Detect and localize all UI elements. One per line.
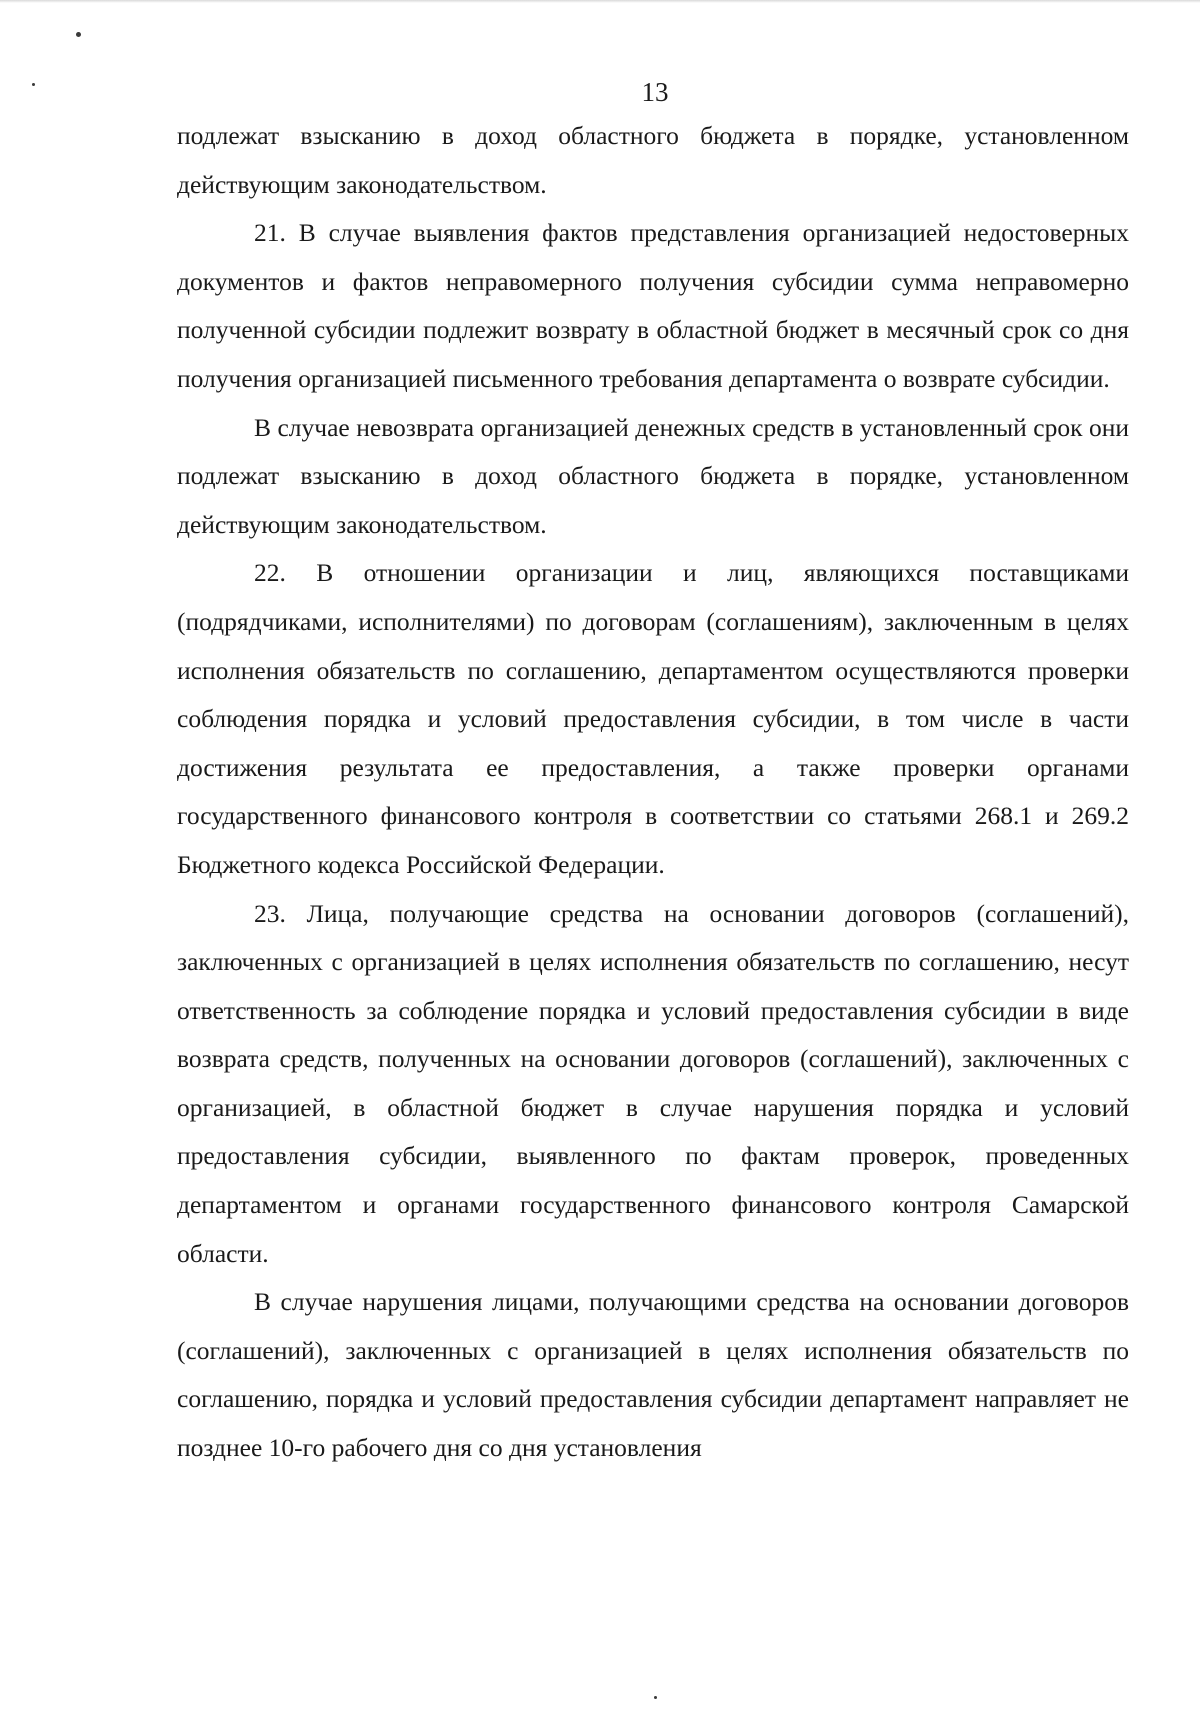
paragraph-continuation: подлежат взысканию в доход областного бюджета в порядке, установленном действующим законодательством. <box>177 121 1129 199</box>
scan-edge <box>0 0 1200 3</box>
document-body <box>177 112 1129 1473</box>
scan-speck <box>76 32 81 37</box>
paragraph-clause-23: 23. Лица, получающие средства на основании договоров (соглашений), заключенных с организацией в целях исполнения обязательств по соглашению, несут ответственность за соблюдение порядка и условий предоставления субсидии в виде возврата средств, полученных на основании договоров (соглашений), заключенных с организацией, в областной бюджет в случае нарушения порядка и условий предоставления субсидии, выявленного по фактам проверок, проведенных департаментом и органами государственного финансового контроля Самарской области. <box>177 898 1129 1268</box>
paragraph-clause-21: 21. В случае выявления фактов представления организацией недостоверных документов и фактов неправомерного получения субсидии сумма неправомерно полученной субсидии подлежит возврату в областной бюджет в месячный срок со дня получения организацией письменного требования департамента о возврате субсидии. <box>177 218 1129 393</box>
paragraph-nonreturn: В случае невозврата организацией денежных средств в установленный срок они подлежат взысканию в доход областного бюджета в порядке, установленном действующим законодательством. <box>177 412 1129 539</box>
page-number: 13 <box>641 77 669 107</box>
paragraph-clause-22: 22. В отношении организации и лиц, являющихся поставщиками (подрядчиками, исполнителями) по договорам (соглашениям), заключенным в целях исполнения обязательств по соглашению, департаментом осуществляются проверки соблюдения порядка и условий предоставления субсидии, в том числе в части достижения результата ее предоставления, а также проверки органами государственного финансового контроля в соответствии со статьями 268.1 и 269.2 Бюджетного кодекса Российской Федерации. <box>177 558 1129 879</box>
paragraph-violation: В случае нарушения лицами, получающими средства на основании договоров (соглашений), заключенных с организацией в целях исполнения обязательств по соглашению, порядка и условий предоставления субсидии департамент направляет не позднее 10-го рабочего дня со дня установления <box>177 1287 1129 1463</box>
scan-speck <box>654 1696 657 1699</box>
